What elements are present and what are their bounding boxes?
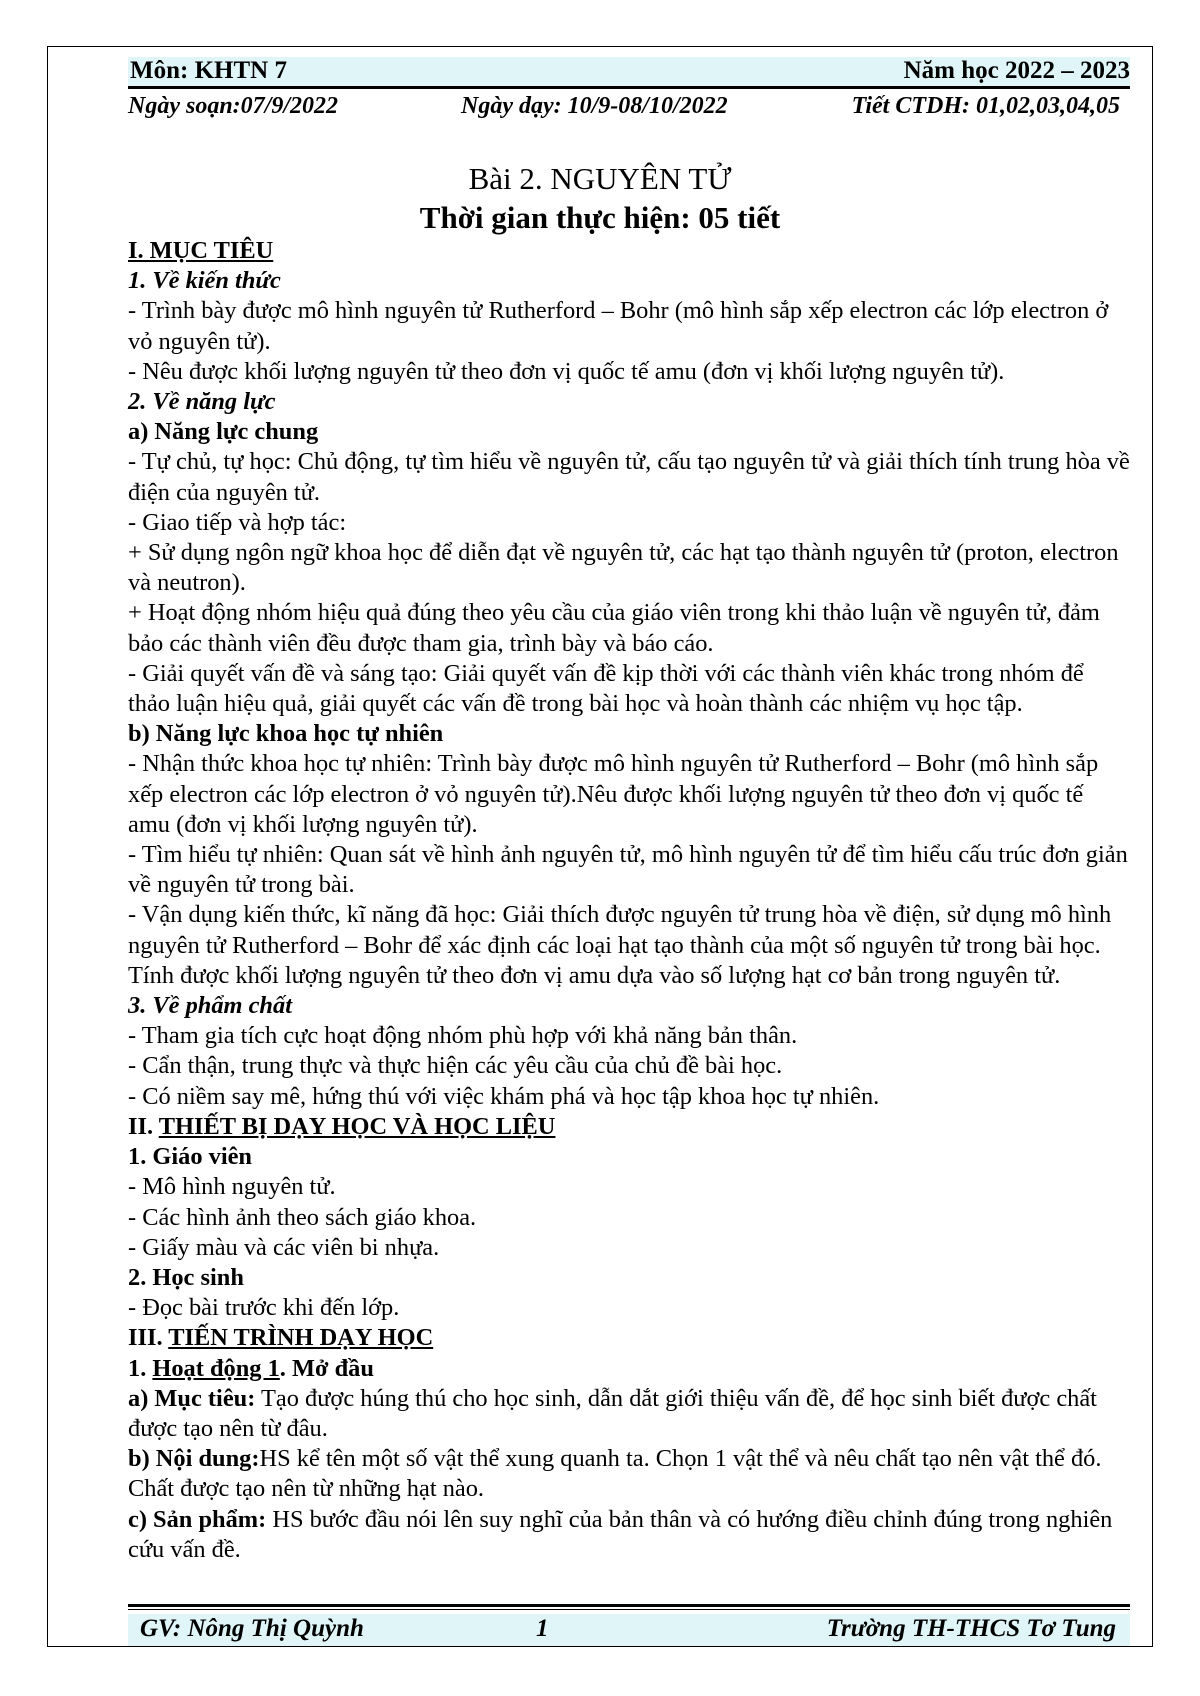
objective-label: a) Mục tiêu: — [128, 1384, 256, 1412]
lesson-content — [128, 236, 1130, 1565]
paragraph: - Giấy màu và các viên bi nhựa. — [128, 1233, 440, 1261]
school-name: Trường TH-THCS Tơ Tung — [826, 1615, 1116, 1642]
product-text: HS bước đầu nói lên suy nghĩ của bản thân và có hướng điều chỉnh đúng trong nghiên cứu vấn đề. — [128, 1505, 1113, 1563]
subject-label: Môn: KHTN 7 — [130, 57, 287, 84]
section-3-title: TIẾN TRÌNH DẠY HỌC — [168, 1324, 434, 1352]
lesson-title: Bài 2. NGUYÊN TỬ — [468, 161, 732, 196]
activity-1-heading — [128, 1354, 1130, 1384]
content-paragraph — [128, 1444, 1130, 1504]
section-2-title: THIẾT BỊ DẠY HỌC VÀ HỌC LIỆU — [158, 1112, 556, 1140]
school-year: Năm học 2022 – 2023 — [903, 57, 1130, 84]
header-dates — [128, 93, 1130, 123]
knowledge-heading: 1. Về kiến thức — [128, 267, 281, 295]
paragraph: - Đọc bài trước khi đến lớp. — [128, 1294, 400, 1322]
lesson-duration: Thời gian thực hiện: 05 tiết — [419, 200, 781, 235]
paragraph: - Các hình ảnh theo sách giáo khoa. — [128, 1203, 477, 1231]
teacher-name: GV: Nông Thị Quỳnh — [140, 1615, 364, 1642]
content-text: HS kể tên một số vật thể xung quanh ta. Chọn 1 vật thể và nêu chất tạo nên vật thể đó. Chất được tạo nên từ những hạt nào. — [128, 1445, 1102, 1503]
product-paragraph — [128, 1505, 1130, 1565]
paragraph: - Nêu được khối lượng nguyên tử theo đơn vị quốc tế amu (đơn vị khối lượng nguyên tử). — [128, 357, 1005, 385]
general-competency-heading: a) Năng lực chung — [128, 418, 319, 446]
prep-date: Ngày soạn:07/9/2022 — [128, 93, 338, 119]
objective-paragraph — [128, 1384, 1130, 1444]
section-2-number: II. — [128, 1112, 159, 1140]
teacher-heading: 1. Giáo viên — [128, 1143, 252, 1171]
footer-divider — [128, 1604, 1130, 1610]
paragraph: - Nhận thức khoa học tự nhiên: Trình bày được mô hình nguyên tử Rutherford – Bohr (mô hình sắp xếp electron các lớp electron ở vỏ nguyên tử).Nêu được khối lượng nguyên tử theo đơn vị quốc tế amu (đơn vị khối lượng nguyên tử). — [128, 750, 1099, 838]
header-bar — [128, 57, 1130, 89]
activity-label: Hoạt động 1 — [152, 1354, 280, 1382]
qualities-heading: 3. Về phẩm chất — [128, 992, 292, 1020]
paragraph: - Cẩn thận, trung thực và thực hiện các yêu cầu của chủ đề bài học. — [128, 1052, 783, 1080]
paragraph: - Tự chủ, tự học: Chủ động, tự tìm hiểu về nguyên tử, cấu tạo nguyên tử và giải thích tính trung hòa về điện của nguyên tử. — [128, 448, 1130, 506]
periods: Tiết CTDH: 01,02,03,04,05 — [851, 93, 1120, 119]
section-2-heading — [128, 1112, 1130, 1142]
section-3-heading — [128, 1323, 1130, 1353]
paragraph: - Giải quyết vấn đề và sáng tạo: Giải quyết vấn đề kịp thời với các thành viên khác trong nhóm để thảo luận hiệu quả, giải quyết các vấn đề trong bài học và hoàn thành các nhiệm vụ học tập. — [128, 659, 1084, 718]
paragraph: + Sử dụng ngôn ngữ khoa học để diễn đạt về nguyên tử, các hạt tạo thành nguyên tử (proton, electron và neutron). — [128, 539, 1119, 597]
paragraph: - Tham gia tích cực hoạt động nhóm phù hợp với khả năng bản thân. — [128, 1022, 798, 1050]
teach-date: Ngày dạy: 10/9-08/10/2022 — [461, 93, 728, 119]
paragraph: - Có niềm say mê, hứng thú với việc khám phá và học tập khoa học tự nhiên. — [128, 1082, 880, 1110]
activity-title: . Mở đầu — [279, 1354, 374, 1382]
objective-text: Tạo được húng thú cho học sinh, dẫn dắt giới thiệu vấn đề, để học sinh biết được chất được tạo nên từ đâu. — [128, 1384, 1097, 1442]
paragraph: - Vận dụng kiến thức, kĩ năng đã học: Giải thích được nguyên tử trung hòa về điện, sử dụng mô hình nguyên tử Rutherford – Bohr để xác định các loại hạt tạo thành của một số nguyên tử trong bài học. Tính được khối lượng nguyên tử theo đơn vị amu dựa vào số lượng hạt cơ bản trong nguyên tử. — [128, 901, 1112, 989]
footer-bar — [128, 1614, 1130, 1646]
activity-number: 1. — [128, 1354, 153, 1382]
student-heading: 2. Học sinh — [128, 1263, 244, 1291]
paragraph: - Mô hình nguyên tử. — [128, 1173, 336, 1201]
competency-heading: 2. Về năng lực — [128, 388, 276, 416]
product-label: c) Sản phẩm: — [128, 1505, 267, 1533]
page-number: 1 — [536, 1615, 549, 1642]
paragraph: - Tìm hiểu tự nhiên: Quan sát về hình ảnh nguyên tử, mô hình nguyên tử để tìm hiểu cấu trúc đơn giản về nguyên tử trong bài. — [128, 841, 1128, 899]
section-1-heading: I. MỤC TIÊU — [128, 237, 274, 264]
paragraph: + Hoạt động nhóm hiệu quả đúng theo yêu cầu của giáo viên trong khi thảo luận về nguyên tử, đảm bảo các thành viên đều được tham gia, trình bày và báo cáo. — [128, 599, 1100, 657]
content-label: b) Nội dung: — [128, 1445, 260, 1473]
paragraph: - Giao tiếp và hợp tác: — [128, 508, 347, 536]
section-3-number: III. — [128, 1324, 169, 1352]
paragraph: - Trình bày được mô hình nguyên tử Rutherford – Bohr (mô hình sắp xếp electron các lớp electron ở vỏ nguyên tử). — [128, 297, 1109, 355]
science-competency-heading: b) Năng lực khoa học tự nhiên — [128, 720, 444, 748]
